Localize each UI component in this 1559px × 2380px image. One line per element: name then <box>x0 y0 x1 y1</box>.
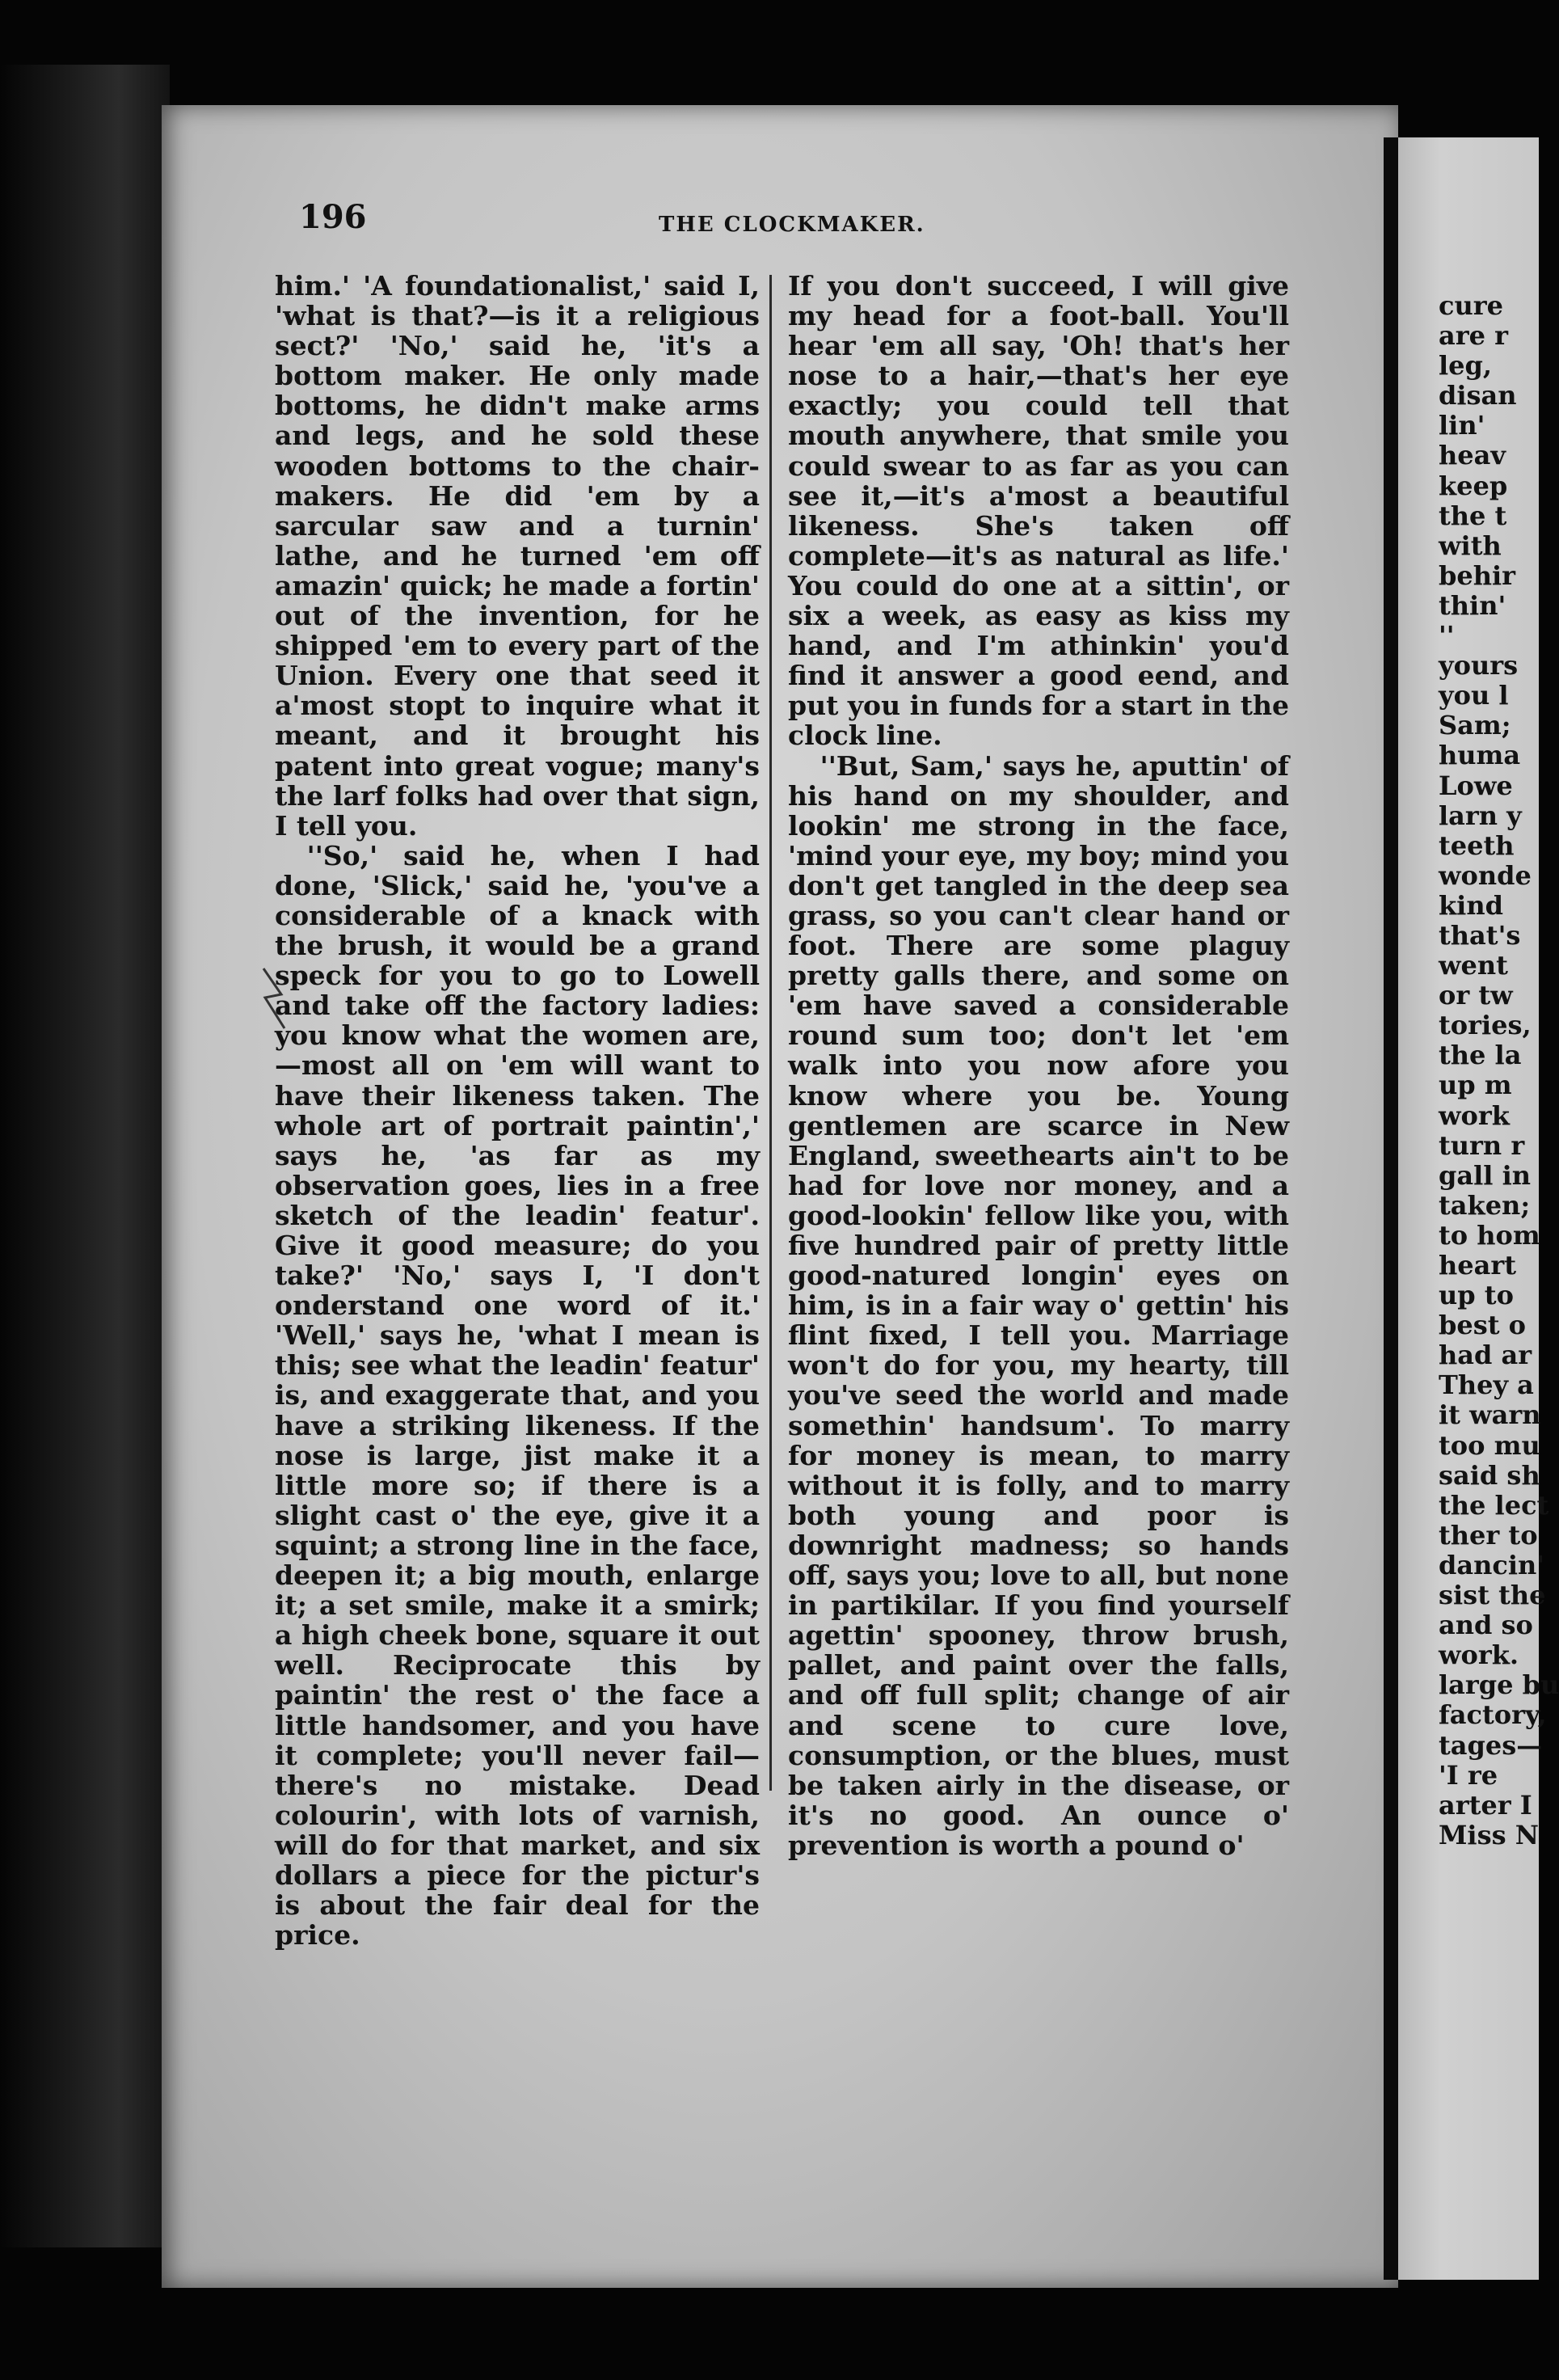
facing-line: thin' <box>1439 589 1506 621</box>
facing-line: taken; <box>1439 1189 1531 1221</box>
facing-line: factory, <box>1439 1699 1547 1731</box>
facing-line: up m <box>1439 1070 1512 1101</box>
facing-line: dancin' <box>1439 1549 1545 1580</box>
facing-line: heart <box>1439 1250 1516 1281</box>
facing-line: 'I re <box>1439 1759 1498 1791</box>
facing-line: with <box>1439 530 1502 561</box>
facing-line: They a <box>1439 1369 1534 1401</box>
facing-line: work. <box>1439 1639 1519 1671</box>
facing-line: are r <box>1439 320 1508 352</box>
column-divider <box>769 275 772 1791</box>
facing-line: wonde <box>1439 859 1532 891</box>
facing-line: turn r <box>1439 1129 1525 1161</box>
left-column <box>275 271 760 1950</box>
facing-line: cure <box>1439 290 1503 321</box>
facing-line: Miss N <box>1439 1819 1539 1850</box>
facing-line: went <box>1439 950 1508 981</box>
facing-line: gall in <box>1439 1159 1531 1191</box>
facing-line: behir <box>1439 559 1516 591</box>
facing-page-text <box>1439 290 1559 1850</box>
facing-line: it warn <box>1439 1399 1541 1431</box>
facing-line: best o <box>1439 1310 1527 1341</box>
paragraph: ''So,' said he, when I had done, 'Slick,' said he, 'you've a considerable of a knack with the brush, it would be a grand speck for you to go to Lowell and take off the factory ladies: you know what the women are,—most all on 'em will want to have their likeness taken. The whole art of portrait paintin',' says he, 'as far as my observation goes, lies in a free sketch of the leadin' featur'. Give it good measure; do you take?' 'No,' says I, 'I don't onderstand one word of it.' 'Well,' says he, 'what I mean is this; see what the leadin' featur' is, and exaggerate that, and you have a striking likeness. If the nose is large, jist make it a little more so; if there is a slight cast o' the eye, give it a squint; a strong line in the face, deepen it; a big mouth, enlarge it; a set smile, make it a smirk; a high cheek bone, square it out well. Reciprocate this by paintin' the rest o' the face a little handsomer, and you have it complete; you'll never fail—there's no mistake. Dead colourin', with lots of varnish, will do for that market, and six dollars a piece for the pictur's is about the fair deal for the price. <box>275 839 760 1952</box>
facing-line: teeth <box>1439 829 1515 861</box>
facing-line: yours <box>1439 650 1519 682</box>
facing-line: lin' <box>1439 410 1485 441</box>
facing-line: disan <box>1439 380 1517 411</box>
facing-line: Lowe <box>1439 770 1513 801</box>
facing-line: leg, <box>1439 350 1493 382</box>
facing-line: Sam; <box>1439 710 1511 741</box>
facing-line: larn y <box>1439 800 1522 831</box>
facing-line: had ar <box>1439 1340 1532 1371</box>
facing-line: work <box>1439 1099 1510 1131</box>
facing-line: '' <box>1439 620 1455 652</box>
facing-line: and so <box>1439 1610 1533 1641</box>
facing-line: too mu <box>1439 1429 1540 1461</box>
facing-line: keep <box>1439 470 1508 501</box>
facing-line: the t <box>1439 500 1507 531</box>
right-column <box>788 271 1289 1860</box>
facing-line: or tw <box>1439 980 1513 1011</box>
pencil-annotation-mark <box>257 962 289 1035</box>
facing-line: ther to <box>1439 1519 1538 1551</box>
running-head: THE CLOCKMAKER. <box>659 213 925 237</box>
paragraph: him.' 'A foundationalist,' said I, 'what is that?—is it a religious sect?' 'No,' said he, 'it's a bottom maker. He only made bottoms, he didn't make arms and legs, and he sold these wooden bottoms to the chair-makers. He did 'em by a sarcular saw and a turnin' lathe, and he turned 'em off amazin' quick; he made a fortin' out of the invention, for he shipped 'em to every part of the Union. Every one that seed it a'most stopt to inquire what it meant, and it brought his patent into great vogue; many's the larf folks had over that sign, I tell you. <box>275 270 760 842</box>
facing-line: heav <box>1439 440 1506 471</box>
facing-line: that's <box>1439 919 1521 951</box>
facing-line: tages— <box>1439 1729 1543 1761</box>
facing-line: large bu <box>1439 1669 1559 1701</box>
facing-line: up to <box>1439 1280 1514 1311</box>
facing-line: sist the <box>1439 1580 1546 1611</box>
facing-line: to hom <box>1439 1219 1540 1251</box>
paragraph: If you don't succeed, I will give my head for a foot-ball. You'll hear 'em all say, 'Oh! that's her nose to a hair,—that's her eye exactly; you could tell that mouth anywhere, that smile you could swear to as far as you can see it,—it's a'most a beautiful likeness. She's taken off complete—it's as natural as life.' You could do one at a sittin', or six a week, as easy as kiss my hand, and I'm athinkin' you'd find it answer a good eend, and put you in funds for a start in the clock line. <box>788 270 1289 752</box>
page-header <box>299 198 1309 247</box>
paragraph: ''But, Sam,' says he, aputtin' of his hand on my shoulder, and lookin' me strong in the face, 'mind your eye, my boy; mind you don't get tangled in the deep sea grass, so you can't clear hand or foot. There are some plaguy pretty galls there, and some on 'em have saved a considerable round sum too; don't let 'em walk into you now afore you know where you be. Young gentlemen are scarce in New England, sweethearts ain't to be had for love nor money, and a good-lookin' fellow like you, with five hundred pair of pretty little good-natured longin' eyes on him, is in a fair way o' gettin' his flint fixed, I tell you. Marriage won't do for you, my hearty, till you've seed the world and made somethin' handsum'. To marry for money is mean, to marry without it is folly, and to marry both young and poor is downright madness; so hands off, says you; love to all, but none in partikilar. If you find yourself agettin' spooney, throw brush, pallet, and paint over the falls, and off full split; change of air and scene to cure love, consumption, or the blues, must be taken airly in the disease, or it's no good. An ounce o' prevention is worth a pound o' <box>788 749 1289 1861</box>
facing-line: you l <box>1439 680 1509 711</box>
facing-line: the lect <box>1439 1489 1549 1521</box>
page-gutter <box>1384 137 1398 2280</box>
facing-line: said sh <box>1439 1459 1540 1491</box>
facing-line: arter I <box>1439 1789 1532 1821</box>
facing-line: kind <box>1439 889 1503 921</box>
facing-line: huma <box>1439 740 1521 771</box>
facing-line: the la <box>1439 1040 1522 1071</box>
book-spine <box>0 65 170 2247</box>
page-number: 196 <box>299 198 367 236</box>
facing-line: tories, <box>1439 1010 1532 1041</box>
